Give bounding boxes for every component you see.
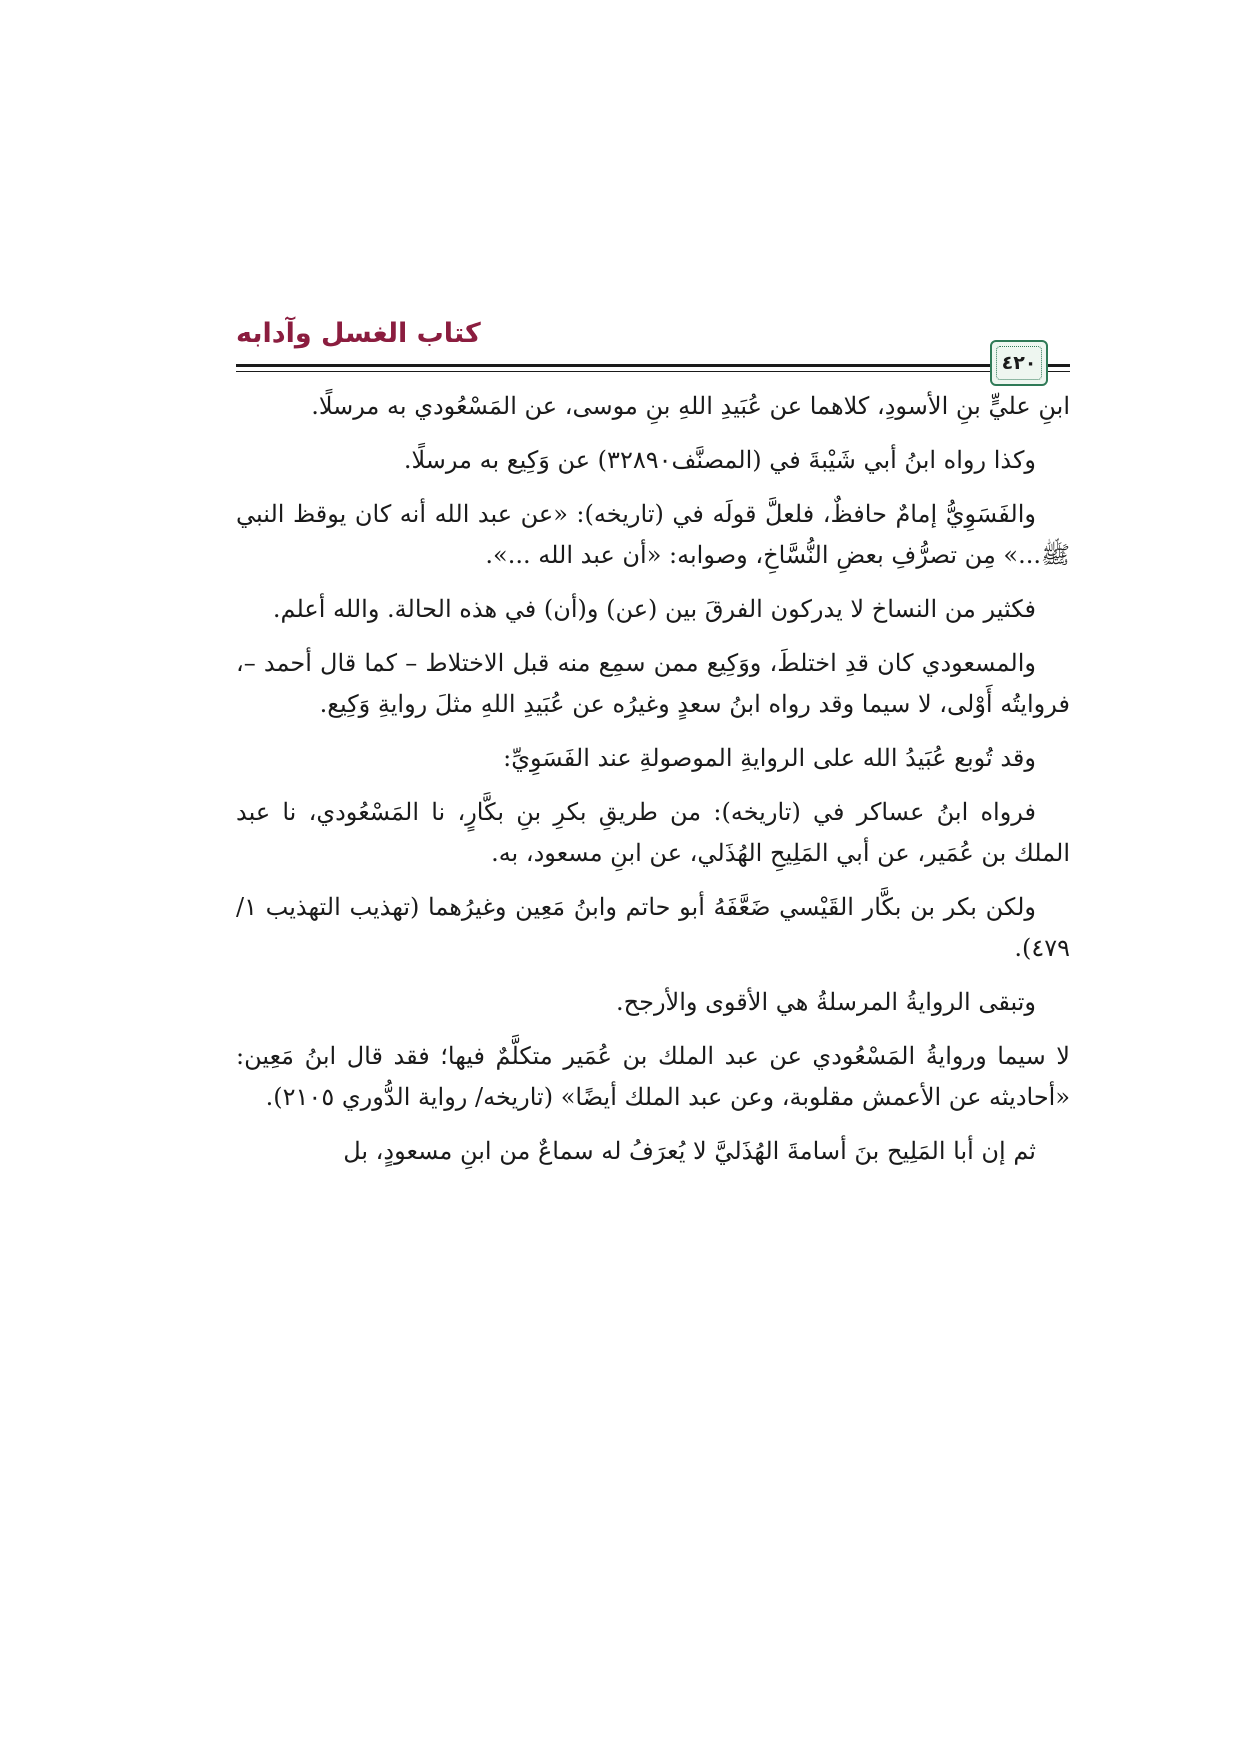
paragraph: وكذا رواه ابنُ أبي شَيْبةَ في (المصنَّف٣٢٨٩٠) عن وَكِيع به مرسلًا. [403, 446, 1036, 474]
paragraph: وتبقى الروايةُ المرسلةُ هي الأقوى والأرجح. [615, 988, 1036, 1016]
paragraph: والفَسَوِيُّ إمامٌ حافظٌ، فلعلَّ قولَه في (تاريخه): «عن عبد الله أنه كان يوقظ النبي ﷺ...» مِن تصرُّفِ بعضِ النُّسَّاخِ، وصوابه: «أن عبد الله ...». [236, 500, 1070, 569]
page-number-badge [990, 340, 1048, 386]
paragraph: فكثير من النساخ لا يدركون الفرقَ بين (عن) و(أن) في هذه الحالة. والله أعلم. [272, 595, 1036, 623]
body-text [236, 386, 1070, 1185]
paragraph: ولكن بكر بن بكَّار القَيْسي ضَعَّفَهُ أبو حاتم وابنُ مَعِين وغيرُهما (تهذيب التهذيب ١/ ٤٧٩). [236, 893, 1070, 962]
paragraph: ابنِ عليٍّ بنِ الأسودِ، كلاهما عن عُبَيدِ اللهِ بنِ موسى، عن المَسْعُودي به مرسلًا. [311, 392, 1070, 420]
header-rule-end-thick [1046, 364, 1070, 367]
header-rule-end-thin [1046, 371, 1070, 372]
page-number: ٤٢٠ [1001, 352, 1037, 374]
paragraph: ثم إن أبا المَلِيح بنَ أسامةَ الهُذَليَّ لا يُعرَفُ له سماعٌ من ابنِ مسعودٍ، بل [343, 1137, 1036, 1165]
paragraph: لا سيما وروايةُ المَسْعُودي عن عبد الملك بن عُمَير متكلَّمٌ فيها؛ فقد قال ابنُ مَعِين: «أحاديثه عن الأعمش مقلوبة، وعن عبد الملك أيضًا» (تاريخه/ رواية الدُّوري ٢١٠٥). [236, 1042, 1070, 1111]
header-rule-thin [236, 371, 992, 372]
paragraph: والمسعودي كان قدِ اختلطَ، ووَكِيع ممن سمِع منه قبل الاختلاط – كما قال أحمد –، فروايتُه أَوْلى، لا سيما وقد رواه ابنُ سعدٍ وغيرُه عن عُبَيدِ اللهِ مثلَ روايةِ وَكِيع. [236, 649, 1070, 718]
running-title: كتاب الغسل وآدابه [236, 318, 481, 349]
header-rule-thick [236, 364, 992, 367]
paragraph: وقد تُوبع عُبَيدُ الله على الروايةِ الموصولةِ عند الفَسَوِيِّ: [503, 744, 1036, 772]
paragraph: فرواه ابنُ عساكر في (تاريخه): من طريقِ بكرِ بنِ بكَّارٍ، نا المَسْعُودي، نا عبد الملك بن عُمَير، عن أبي المَلِيحِ الهُذَلي، عن ابنِ مسعود، به. [236, 798, 1070, 867]
